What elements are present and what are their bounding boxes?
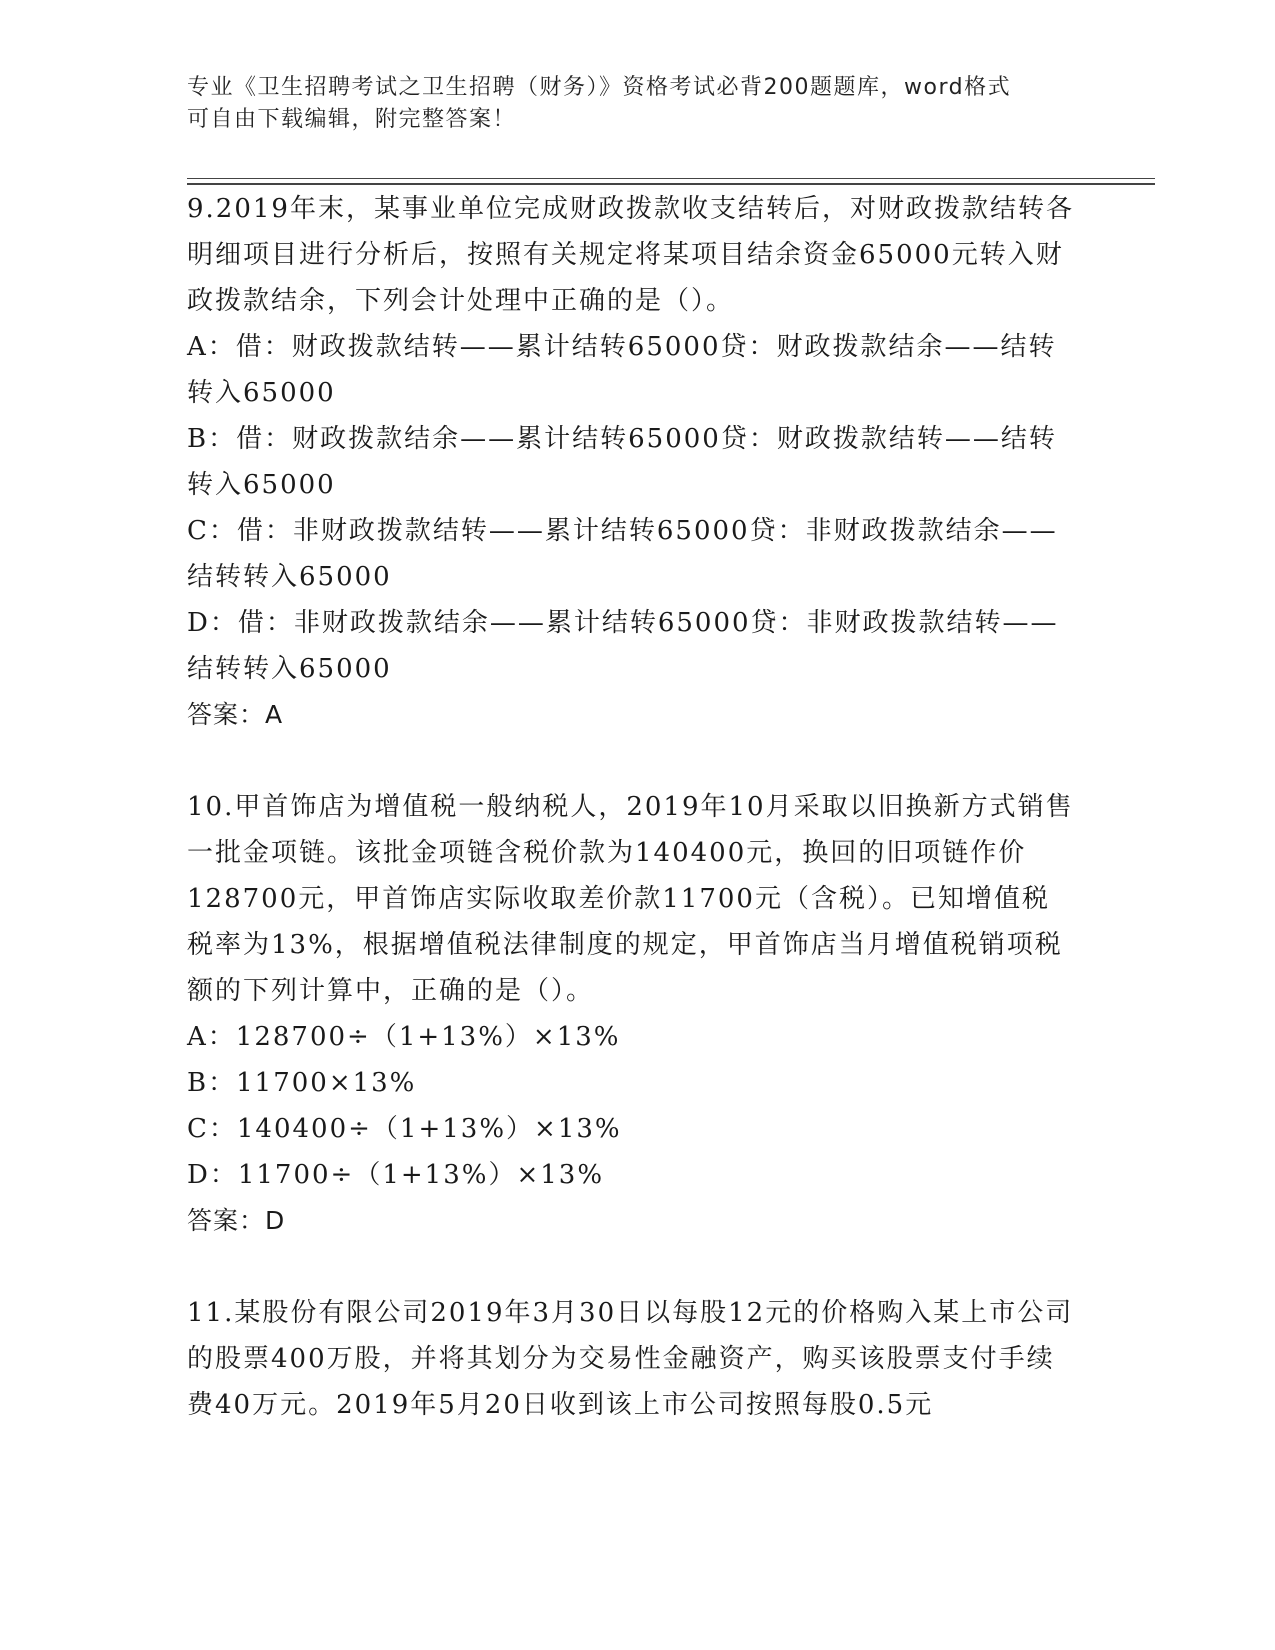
question-stem: 9.2019年末，某事业单位完成财政拨款收支结转后，对财政拨款结转各明细项目进行分析后，按照有关规定将某项目结余资金65000元转入财政拨款结余，下列会计处理中正确的是（）。	[187, 194, 1074, 316]
option-b: B：借：财政拨款结余——累计结转65000贷：财政拨款结转——结转转入65000	[187, 424, 1057, 500]
question-9	[187, 186, 1077, 738]
option-d: D：11700÷（1+13%）×13%	[187, 1160, 605, 1190]
question-stem: 10.甲首饰店为增值税一般纳税人，2019年10月采取以旧换新方式销售一批金项链。该批金项链含税价款为140400元，换回的旧项链作价128700元，甲首饰店实际收取差价款11700元（含税）。已知增值税税率为13%，根据增值税法律制度的规定，甲首饰店当月增值税销项税额的下列计算中，正确的是（）。	[187, 792, 1074, 1006]
header-line-2: 可自由下载编辑，附完整答案！	[187, 107, 517, 132]
header-divider-thin	[187, 178, 1155, 179]
question-10	[187, 784, 1077, 1244]
option-c: C：140400÷（1+13%）×13%	[187, 1114, 622, 1144]
header-line-1: 专业《卫生招聘考试之卫生招聘（财务）》资格考试必背200题题库，word格式	[187, 75, 1012, 100]
option-a: A：128700÷（1+13%）×13%	[187, 1022, 621, 1052]
header-divider-thick	[187, 183, 1155, 185]
question-stem: 11.某股份有限公司2019年3月30日以每股12元的价格购入某上市公司的股票400万股，并将其划分为交易性金融资产，购买该股票支付手续费40万元。2019年5月20日收到该上市公司按照每股0.5元	[187, 1298, 1074, 1420]
option-a: A：借：财政拨款结转——累计结转65000贷：财政拨款结余——结转转入65000	[187, 332, 1057, 408]
document-header	[187, 72, 1067, 136]
document-body	[187, 186, 1077, 1474]
answer-label: 答案：D	[187, 1206, 286, 1235]
question-11	[187, 1290, 1077, 1428]
answer-label: 答案：A	[187, 700, 284, 729]
option-d: D：借：非财政拨款结余——累计结转65000贷：非财政拨款结转——结转转入65000	[187, 608, 1059, 684]
option-b: B：11700×13%	[187, 1068, 417, 1098]
option-c: C：借：非财政拨款结转——累计结转65000贷：非财政拨款结余——结转转入65000	[187, 516, 1058, 592]
